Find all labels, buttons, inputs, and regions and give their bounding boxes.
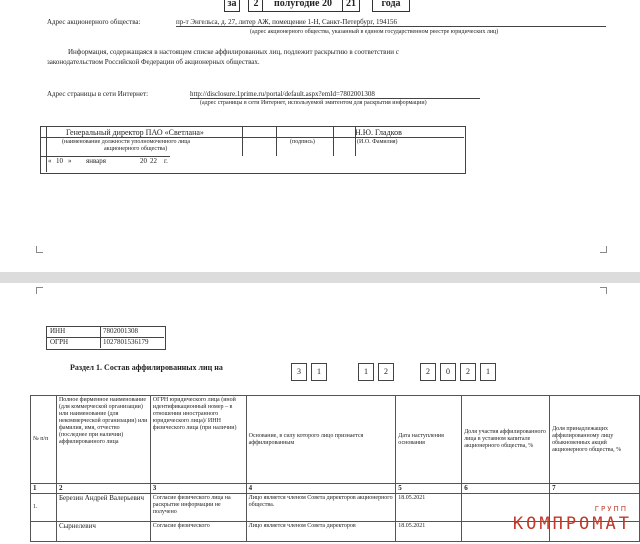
crop-mark-br	[600, 246, 607, 253]
date-day: 10	[56, 157, 63, 165]
column-header: Дата наступления основания	[396, 396, 462, 484]
basis-date: 18.05.2021	[396, 494, 462, 522]
date-month: января	[86, 157, 107, 165]
info-text-line1: Информация, содержащаяся в настоящем списке аффилированных лиц, подлежит раскрытию в соответствии с	[68, 48, 399, 56]
info-text-line2: законодательством Российской Федерации об акционерных обществах.	[47, 58, 260, 66]
signatory-position: Генеральный директор ПАО «Светлана»	[66, 128, 204, 137]
affiliate-name: Сырнелевич	[56, 522, 150, 542]
date-digit: 1	[480, 363, 496, 381]
column-header: Доля участия аффилированного лица в уставном капитале акционерного общества, %	[462, 396, 550, 484]
document-page-2	[0, 283, 640, 544]
ogrn-value: 1027801536179	[103, 338, 149, 346]
web-label: Адрес страницы в сети Интернет:	[47, 90, 149, 98]
column-header: № п/п	[31, 396, 57, 484]
date-year-prefix: 20	[140, 157, 147, 165]
header-half-number: 2	[248, 0, 264, 12]
signature-row-line	[40, 137, 464, 138]
date-digit: 2	[378, 363, 394, 381]
signature-divider-3	[333, 126, 334, 156]
web-address-link[interactable]: http://disclosure.1prime.ru/portal/default.aspx?emId=7802001308	[190, 90, 480, 99]
signature-divider-1	[242, 126, 243, 156]
inn-label: ИНН	[50, 327, 66, 335]
row-number: 1.	[31, 494, 57, 522]
date-digit: 2	[420, 363, 436, 381]
column-number: 6	[462, 484, 550, 494]
basis-date: 18.05.2021	[396, 522, 462, 542]
date-quote-open: «	[48, 157, 52, 165]
address-note: (адрес акционерного общества, указанный в едином государственном реестре юридических лиц)	[250, 29, 499, 35]
date-digit: 1	[311, 363, 327, 381]
column-numbers-row	[31, 484, 640, 494]
crop-mark-tl	[36, 287, 43, 294]
date-quote-close: »	[68, 157, 72, 165]
crop-mark-tr	[600, 287, 607, 294]
row-number	[31, 522, 57, 542]
inn-value: 7802001308	[103, 327, 138, 335]
affiliate-basis: Лицо является членом Совета директоров акционерного общества.	[246, 494, 396, 522]
date-year-suffix: 22	[150, 157, 157, 165]
header-za: за	[224, 0, 240, 12]
column-number: 1	[31, 484, 57, 494]
date-digit: 0	[440, 363, 456, 381]
affiliate-name: Березин Андрей Валерьевич	[56, 494, 150, 522]
column-number: 7	[550, 484, 640, 494]
affiliate-id: Согласие физического лица на раскрытие информации не получено	[150, 494, 246, 522]
column-number: 2	[56, 484, 150, 494]
position-note-1: (наименование должности уполномоченного лица	[62, 139, 191, 145]
crop-mark-bl	[36, 246, 43, 253]
web-note: (адрес страницы в сети Интернет, используемой эмитентом для раскрытия информации)	[200, 100, 427, 106]
name-note: (И.О. Фамилия)	[357, 139, 398, 145]
section-title: Раздел 1. Состав аффилированных лиц на	[70, 363, 223, 372]
inn-ogrn-col-divider	[100, 326, 101, 348]
header-half-text: полугодие 20	[262, 0, 344, 12]
column-header: Доля принадлежащих аффилированному лицу обыкновенных акций акционерного общества, %	[550, 396, 640, 484]
column-header: Полное фирменное наименование (для коммерческой организации) или наименование (для некоммерческой организации) или фамилия, имя, отчество (последнее при наличии) аффилированного лица	[56, 396, 150, 484]
column-number: 5	[396, 484, 462, 494]
affiliate-basis: Лицо является членом Совета директоров	[246, 522, 396, 542]
signature-divider-2	[276, 126, 277, 156]
watermark-small: ГРУПП	[594, 505, 628, 513]
signature-left-line	[46, 126, 47, 172]
column-header: Основание, в силу которого лицо признается аффилированным	[246, 396, 396, 484]
address-label: Адрес акционерного общества:	[47, 18, 141, 26]
column-number: 3	[150, 484, 246, 494]
date-digit: 3	[291, 363, 307, 381]
date-year-g: г.	[164, 157, 168, 165]
watermark: КОМПРОМАТ	[512, 514, 632, 534]
header-god: года	[372, 0, 410, 12]
signature-note: (подпись)	[290, 139, 315, 145]
affiliate-id: Согласие физического	[150, 522, 246, 542]
column-header: ОГРН юридического лица (иной идентификационный номер – в отношении иностранного юридического лица)/ ИНН физического лица (при наличии)	[150, 396, 246, 484]
table-header-row	[31, 396, 640, 484]
date-digit: 2	[460, 363, 476, 381]
address-value: пр-т Энгельса, д. 27, литер АЖ, помещение 1-Н, Санкт-Петербург, 194156	[176, 18, 606, 27]
ogrn-label: ОГРН	[50, 338, 69, 346]
column-number: 4	[246, 484, 396, 494]
date-digit: 1	[358, 363, 374, 381]
signatory-name: Н.Ю. Гладков	[355, 128, 402, 137]
header-year-suffix: 21	[342, 0, 360, 12]
position-note-2: акционерного общества)	[104, 146, 168, 152]
